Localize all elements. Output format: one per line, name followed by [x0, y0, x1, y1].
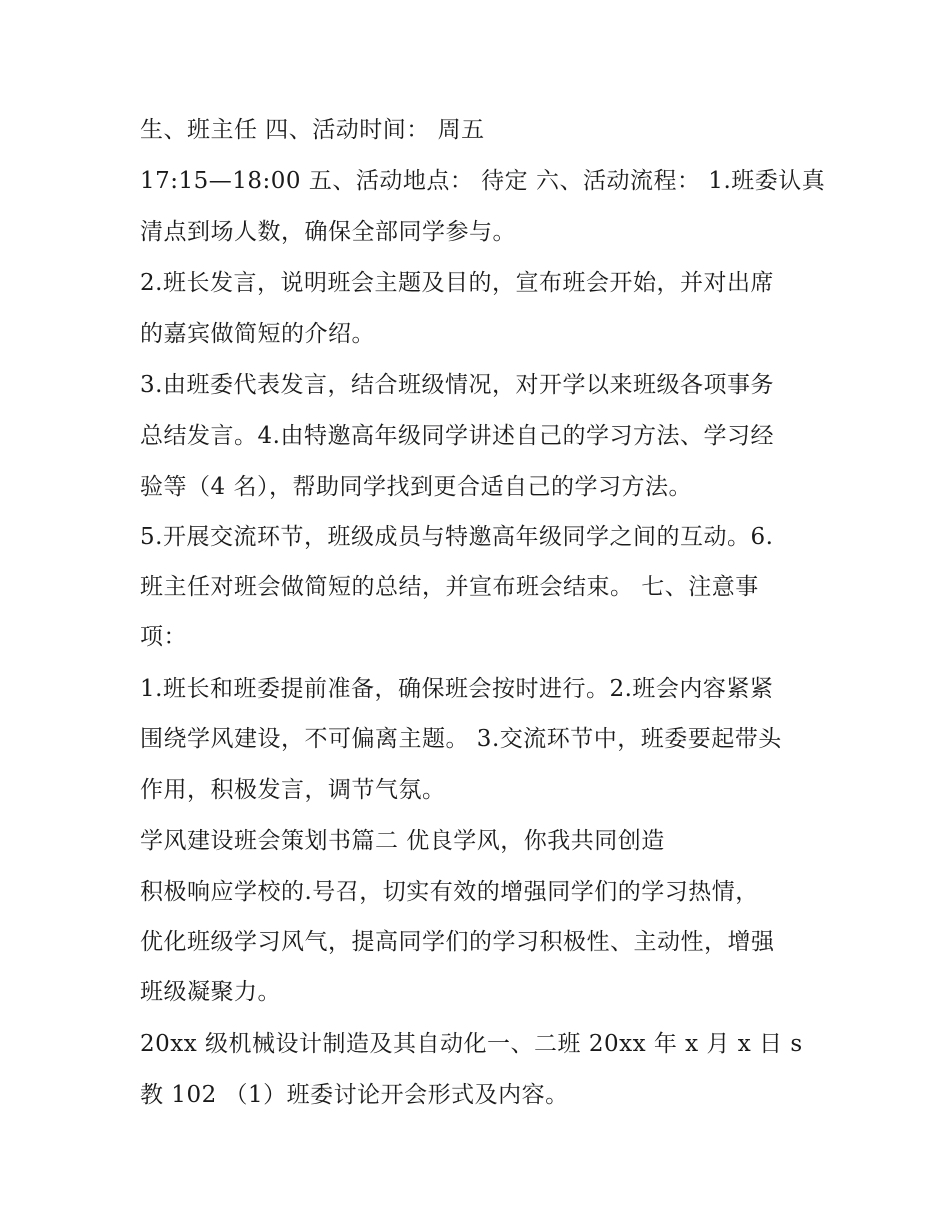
- text-line: 验等（4 名），帮助同学找到更合适自己的学习方法。: [140, 474, 692, 500]
- text-line: 围绕学风建设，不可偏离主题。 3.交流环节中，班委要起带头: [140, 726, 782, 752]
- text-line: 班级凝聚力。: [140, 979, 281, 1005]
- text-line: 班主任对班会做简短的总结，并宣布班会结束。 七、注意事: [140, 574, 759, 600]
- text-line: 20xx 级机械设计制造及其自动化一、二班 20xx 年 x 月 x 日 s: [140, 1031, 803, 1057]
- text-line: 作用，积极发言，调节气氛。: [140, 777, 446, 803]
- text-line: 生、班主任 四、活动时间： 周五: [140, 117, 485, 143]
- text-line: 1.班长和班委提前准备，确保班会按时进行。2.班会内容紧紧: [140, 676, 774, 702]
- text-line: 学风建设班会策划书篇二 优良学风，你我共同创造: [140, 828, 665, 854]
- text-line: 优化班级学习风气，提高同学们的学习积极性、主动性，增强: [140, 929, 775, 955]
- text-line: 17:15—18:00 五、活动地点： 待定 六、活动流程： 1.班委认真: [140, 168, 826, 194]
- text-line: 教 102 （1）班委讨论开会形式及内容。: [140, 1082, 569, 1108]
- text-line: 清点到场人数，确保全部同学参与。: [140, 219, 516, 245]
- text-line: 5.开展交流环节，班级成员与特邀高年级同学之间的互动。6.: [140, 524, 774, 550]
- text-line: 积极响应学校的.号召，切实有效的增强同学们的学习热情，: [140, 879, 759, 905]
- text-line: 3.由班委代表发言，结合班级情况，对开学以来班级各项事务: [140, 372, 774, 398]
- text-line: 的嘉宾做简短的介绍。: [140, 321, 375, 347]
- text-line: 2.班长发言，说明班会主题及目的，宣布班会开始，并对出席: [140, 270, 774, 296]
- text-line: 总结发言。4.由特邀高年级同学讲述自己的学习方法、学习经: [140, 423, 774, 449]
- text-line: 项：: [140, 624, 187, 650]
